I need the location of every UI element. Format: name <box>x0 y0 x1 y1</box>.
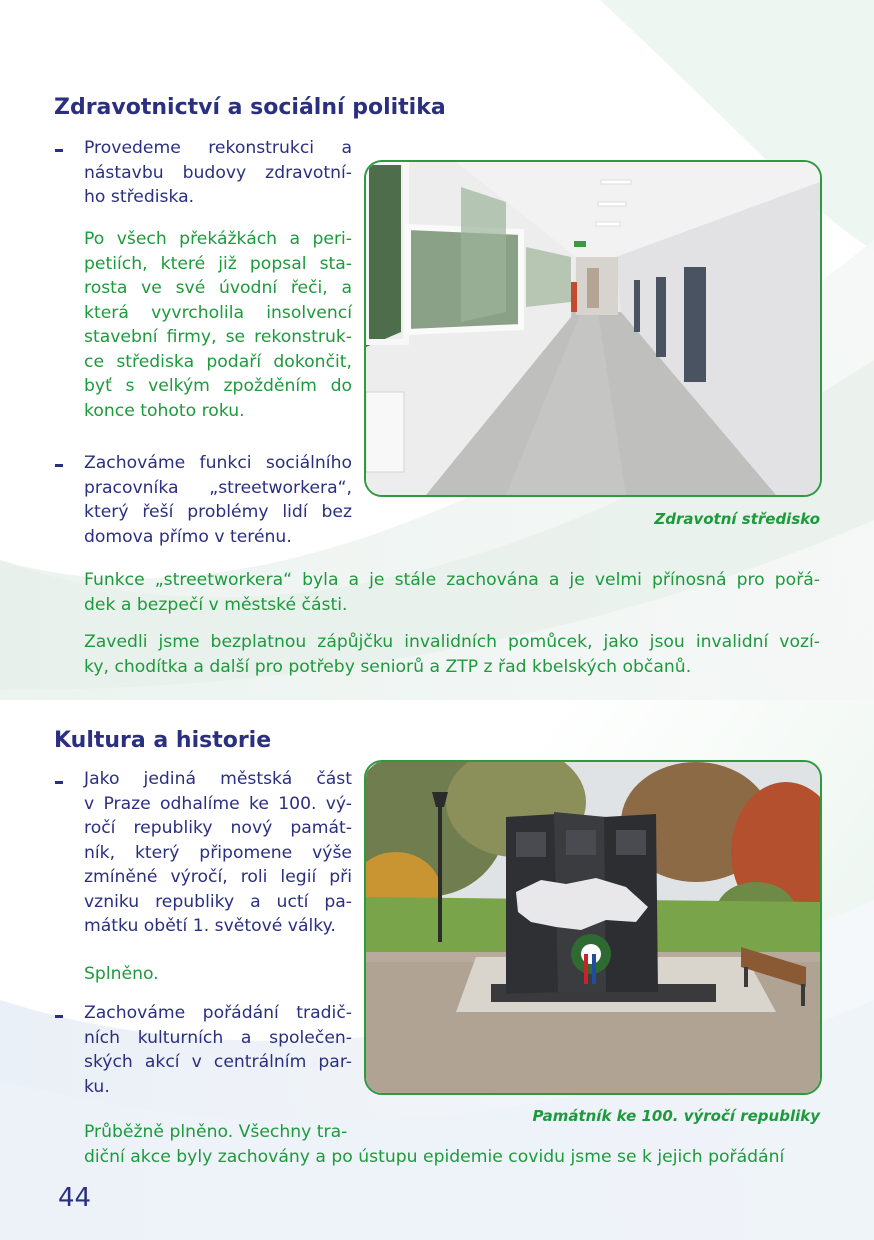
text-line: Zachováme pořádání tradič- <box>84 1003 352 1023</box>
text-line: v Praze odhalíme ke 100. vý- <box>84 793 352 814</box>
status-text: Splněno. <box>84 964 159 984</box>
text-line: konce tohoto roku. <box>84 400 245 421</box>
text-line: stavební firmy, se rekonstruk- <box>84 327 352 347</box>
photo-health-center-corridor <box>364 160 822 497</box>
bullet-marker <box>55 464 63 467</box>
text-line: Provedeme rekonstrukci a <box>84 138 352 158</box>
photo-caption: Památník ke 100. výročí republiky <box>532 1107 820 1125</box>
bullet-marker <box>55 149 63 152</box>
text-line: která vyvrcholila insolvencí <box>84 302 352 323</box>
text-line: ku. <box>84 1076 110 1097</box>
pledge-text <box>84 1001 352 1099</box>
text-line: dek a bezpečí v městské části. <box>84 594 348 615</box>
text-line: ročí republiky nový památ- <box>84 818 352 838</box>
text-line: Jako jediná městská část <box>84 769 352 789</box>
page-number: 44 <box>58 1183 92 1213</box>
text-line: diční akce byly zachovány a po ústupu epidemie covidu jsme se k jejich pořádání <box>84 1146 785 1167</box>
text-line: rosta ve své úvodní řeči, a <box>84 278 352 298</box>
text-line: Průběžně plněno. Všechny tra- <box>84 1122 348 1142</box>
status-text <box>84 227 352 423</box>
text-line: nástavbu budovy zdravotní- <box>84 162 352 183</box>
text-line: ky, chodítka a další pro potřeby seniorů a ZTP z řad kbelských občanů. <box>84 656 692 677</box>
pledge-text <box>84 451 352 549</box>
text-line: Zavedli jsme bezplatnou zápůjčku invalidních pomůcek, jako jsou invalidní vozí- <box>84 632 820 652</box>
photo-caption: Zdravotní středisko <box>654 510 820 528</box>
photo-republic-monument <box>364 760 822 1095</box>
text-line: Funkce „streetworkera“ byla a je stále zachována a je velmi přínosná pro pořá- <box>84 570 820 590</box>
bullet-marker <box>55 1015 63 1018</box>
text-line: ník, který připomene výše <box>84 842 352 863</box>
text-line: petiích, které již popsal sta- <box>84 253 352 274</box>
text-line: pracovníka „streetworkera“, <box>84 477 352 498</box>
pledge-text <box>84 767 352 939</box>
status-text <box>84 1120 820 1169</box>
text-line: ních kulturních a společen- <box>84 1027 352 1048</box>
text-line: ho střediska. <box>84 187 195 207</box>
status-text <box>84 630 820 679</box>
section-heading-healthcare: Zdravotnictví a sociální politika <box>54 95 446 120</box>
text-line: ských akcí v centrálním par- <box>84 1052 352 1072</box>
status-text <box>84 568 820 617</box>
text-line: Po všech překážkách a peri- <box>84 229 352 249</box>
text-line: domova přímo v terénu. <box>84 526 292 547</box>
text-line: byť s velkým zpožděním do <box>84 376 352 396</box>
section-heading-culture: Kultura a historie <box>54 728 272 753</box>
text-line: mátku obětí 1. světové války. <box>84 916 336 936</box>
text-line: který řeší problémy lidí bez <box>84 502 352 522</box>
text-line: vzniku republiky a uctí pa- <box>84 891 352 912</box>
text-line: ce střediska podaří dokončit, <box>84 351 352 372</box>
text-line: Zachováme funkci sociálního <box>84 453 352 473</box>
pledge-text <box>84 136 352 210</box>
text-line: zmíněné výročí, roli legií při <box>84 867 352 887</box>
bullet-marker <box>55 781 63 784</box>
